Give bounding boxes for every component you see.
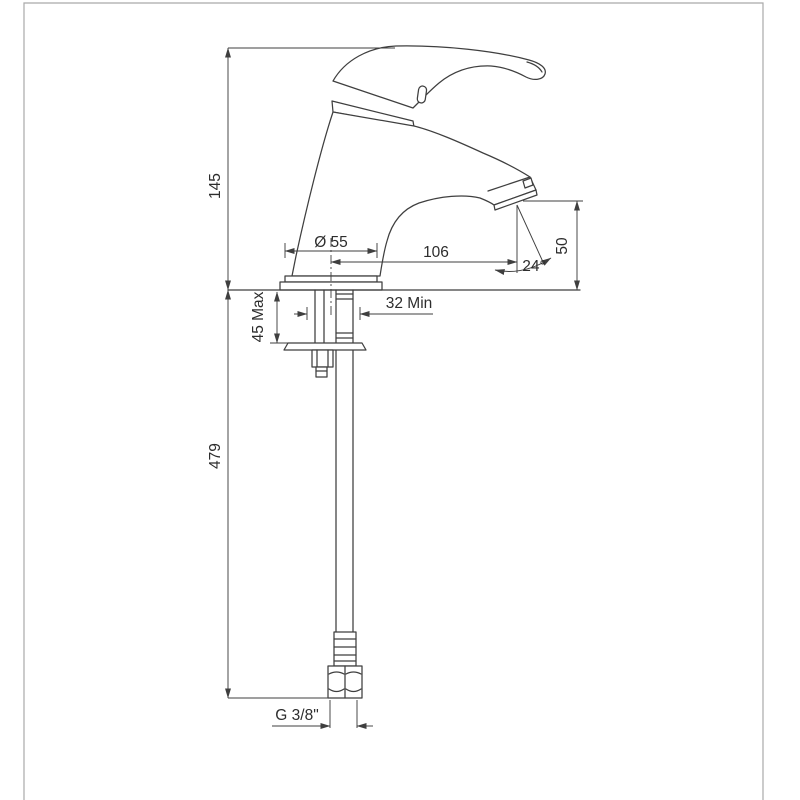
dimension-label-g38: G 3/8" [275, 707, 319, 724]
dimension-spout-angle [495, 205, 551, 275]
installation-parts [284, 290, 366, 698]
dimension-label-479: 479 [207, 443, 224, 469]
dimension-thread [272, 700, 373, 728]
dimension-label-24deg: 24° [522, 258, 546, 275]
stud-end [316, 367, 327, 377]
dimension-hose-length [207, 290, 328, 698]
angle-flow-line [517, 205, 543, 262]
faucet-figure [280, 46, 545, 290]
lever-front-button [417, 86, 427, 104]
dimension-label-50: 50 [554, 237, 571, 255]
dimension-label-32min: 32 Min [385, 295, 433, 312]
dimension-label-45max: 45 Max [250, 291, 267, 343]
dimension-outlet-height [523, 201, 583, 290]
mounting-nut [312, 350, 333, 367]
dimension-label-145: 145 [207, 173, 224, 199]
mounting-washer [284, 343, 366, 350]
dimension-label-106: 106 [423, 244, 449, 261]
dimension-max-deck [250, 291, 291, 343]
dimension-label-dia55: Ø 55 [314, 234, 348, 251]
faucet-lever [333, 46, 545, 108]
